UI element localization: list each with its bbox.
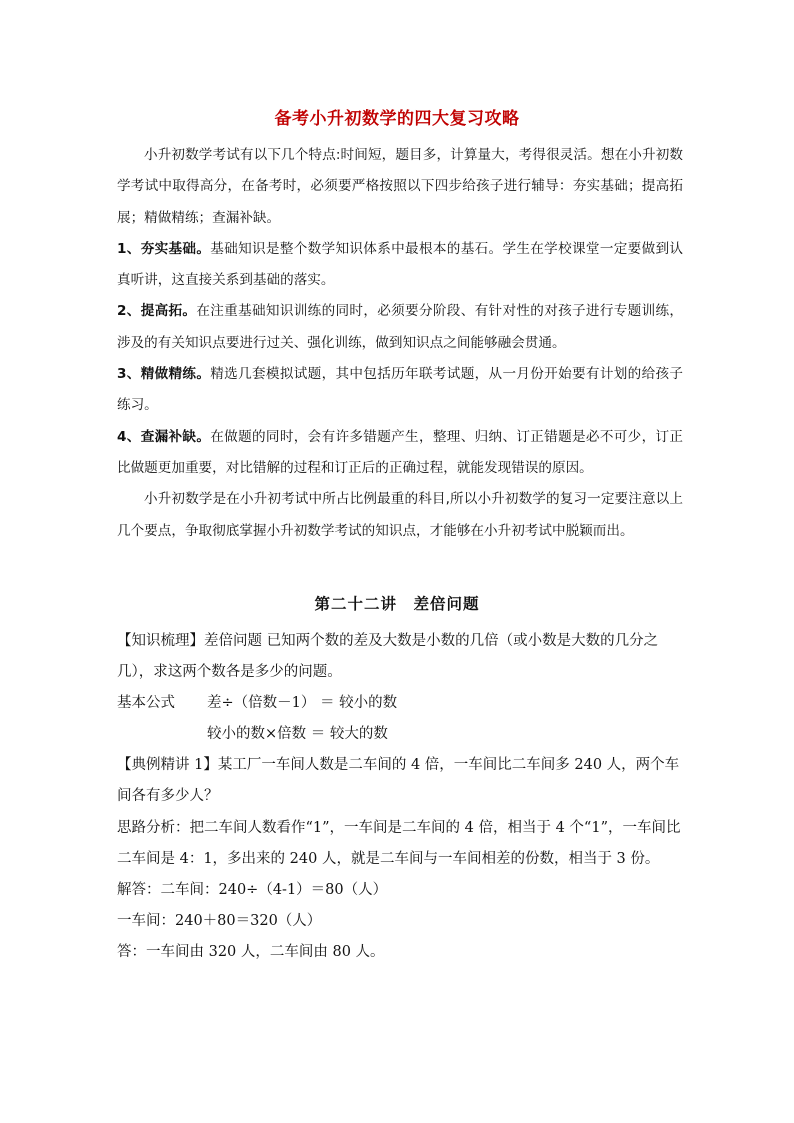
formula-label: 基本公式	[117, 695, 175, 712]
conclusion-paragraph: 小升初数学是在小升初考试中所占比例最重的科目,所以小升初数学的复习一定要注意以上几个要点，争取彻底掌握小升初数学考试的知识点，才能够在小升初考试中脱颖而出。	[117, 491, 683, 539]
formula-2: 较小的数×倍数 ＝ 较大的数	[207, 726, 388, 743]
solution-line-2: 一车间：240＋80＝320（人）	[117, 912, 322, 929]
strategy-item-2-head: 2、提高拓。	[117, 303, 197, 320]
formula-row-2	[117, 719, 683, 750]
strategy-item-1-body: 基础知识是整个数学知识体系中最根本的基石。学生在学校课堂一定要做到认真听讲，这直接关系到基础的落实。	[117, 240, 683, 289]
lecture-body	[117, 626, 683, 968]
strategy-item-3-body: 精选几套模拟试题，其中包括历年联考试题，从一月份开始要有计划的给孩子练习。	[117, 366, 683, 414]
strategy-item-1-head: 1、夯实基础。	[117, 240, 211, 257]
strategy-item-2-body: 在注重基础知识训练的同时，必须要分阶段、有针对性的对孩子进行专题训练，涉及的有关知识点要进行过关、强化训练，做到知识点之间能够融会贯通。	[117, 303, 684, 351]
strategy-item-4	[117, 422, 683, 485]
solution-line-1: 解答：二车间：240÷（4-1）＝80（人）	[117, 881, 388, 898]
strategy-item-2	[117, 296, 683, 359]
strategy-item-1	[117, 234, 683, 297]
example-paragraph: 【典例精讲 1】某工厂一车间人数是二车间的 4 倍，一车间比二车间多 240 人，两个车间各有多少人？	[117, 757, 680, 805]
formula-row-1	[117, 688, 683, 719]
answer-line: 答：一车间由 320 人，二车间由 80 人。	[117, 943, 385, 960]
intro-paragraph: 小升初数学考试有以下几个特点:时间短，题目多，计算量大，考得很灵活。想在小升初数学考试中取得高分，在备考时，必须要严格按照以下四步给孩子进行辅导：夯实基础；提高拓展；精做精练；查漏补缺。	[117, 147, 683, 226]
strategy-item-3	[117, 359, 683, 422]
analysis-paragraph: 思路分析：把二车间人数看作“1”，一车间是二车间的 4 倍，相当于 4 个“1”，一车间比二车间是 4：1，多出来的 240 人，就是二车间与一车间相差的份数，相当于 3 份。	[117, 819, 681, 867]
knowledge-paragraph: 【知识梳理】差倍问题 已知两个数的差及大数是小数的几倍（或小数是大数的几分之几），求这两个数各是多少的问题。	[117, 633, 659, 681]
article-title: 备考小升初数学的四大复习攻略	[274, 109, 520, 129]
article-body	[117, 140, 683, 547]
formula-1: 差÷（倍数－1） ＝ 较小的数	[207, 695, 398, 712]
strategy-item-4-body: 在做题的同时，会有许多错题产生，整理、归纳、订正错题是必不可少，订正比做题更加重要，对比错解的过程和订正后的正确过程，就能发现错误的原因。	[117, 428, 683, 476]
lecture-title: 第二十二讲 差倍问题	[314, 594, 480, 613]
strategy-item-3-head: 3、精做精练。	[117, 366, 211, 383]
strategy-item-4-head: 4、查漏补缺。	[117, 428, 211, 445]
